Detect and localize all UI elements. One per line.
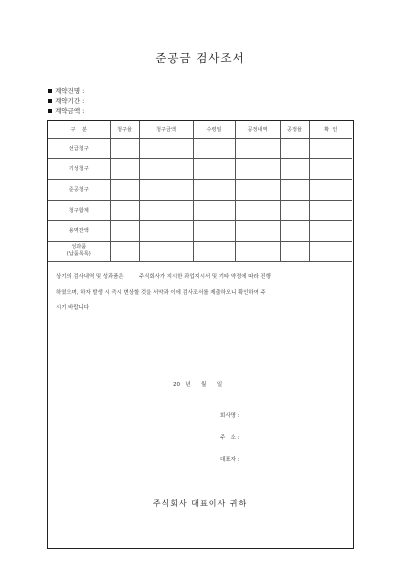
table-row — [48, 158, 352, 179]
header-progress-details: 공정내역 — [235, 121, 280, 138]
table-row — [48, 200, 352, 220]
header-progress-rate: 공정율 — [280, 121, 309, 138]
contract-name — [48, 87, 84, 95]
date-field[interactable]: 20 년 월 일 — [173, 382, 223, 388]
table-cell[interactable] — [280, 138, 309, 158]
table-cell[interactable] — [139, 241, 193, 261]
declaration-text — [56, 270, 346, 317]
contract-amount — [48, 107, 84, 115]
row-label: 성과품 (납품목록) — [48, 241, 110, 261]
table-cell[interactable] — [235, 158, 280, 179]
table-cell[interactable] — [280, 200, 309, 220]
contract-amount-label: 계약금액 : — [55, 107, 85, 115]
header-category: 구 분 — [48, 121, 110, 138]
header-claim-rate: 청구율 — [110, 121, 139, 138]
header-receipt-date: 수령일 — [193, 121, 235, 138]
table-cell[interactable] — [309, 179, 352, 200]
company-name-field[interactable]: 회사명 : — [220, 413, 240, 419]
table-cell[interactable] — [110, 200, 139, 220]
table-cell[interactable] — [235, 138, 280, 158]
inspection-form — [47, 120, 354, 549]
payment-table — [48, 121, 352, 262]
bullet-square-icon — [48, 109, 52, 113]
table-cell[interactable] — [139, 158, 193, 179]
contract-period — [48, 97, 84, 105]
table-cell[interactable] — [235, 200, 280, 220]
table-cell[interactable] — [280, 220, 309, 241]
header-confirm: 확 인 — [309, 121, 352, 138]
table-cell[interactable] — [110, 179, 139, 200]
declaration-line: 하였으며, 하자 발생 시 즉시 변상할 것을 서약과 이에 검사조서를 제출하오니 확인하여 주 — [56, 289, 266, 296]
table-row — [48, 179, 352, 200]
bullet-square-icon — [48, 89, 52, 93]
row-label: 준공청구 — [48, 179, 110, 200]
closing-addressee: 주식회사 대표이사 귀하 — [152, 499, 248, 508]
table-cell[interactable] — [309, 220, 352, 241]
row-label: 청구합계 — [48, 200, 110, 220]
table-cell[interactable] — [309, 138, 352, 158]
table-cell[interactable] — [139, 179, 193, 200]
row-label: 선급청구 — [48, 138, 110, 158]
ceo-field[interactable]: 대표자 : — [220, 457, 240, 463]
row-label: 기성청구 — [48, 158, 110, 179]
table-cell[interactable] — [235, 220, 280, 241]
table-cell[interactable] — [193, 241, 235, 261]
table-cell[interactable] — [110, 220, 139, 241]
table-row — [48, 138, 352, 158]
table-cell[interactable] — [110, 241, 139, 261]
table-cell[interactable] — [193, 158, 235, 179]
table-cell[interactable] — [139, 138, 193, 158]
table-cell[interactable] — [309, 158, 352, 179]
table-cell[interactable] — [110, 158, 139, 179]
address-field[interactable]: 주 소 : — [220, 435, 240, 441]
table-cell[interactable] — [139, 200, 193, 220]
table-cell[interactable] — [193, 179, 235, 200]
contract-name-label: 계약건명 : — [55, 87, 85, 95]
table-row — [48, 220, 352, 241]
table-cell[interactable] — [193, 220, 235, 241]
declaration-line: 시기 바랍니다 — [56, 305, 89, 311]
contract-period-label: 계약기간 : — [55, 97, 85, 105]
table-cell[interactable] — [193, 138, 235, 158]
table-cell[interactable] — [309, 200, 352, 220]
bullet-square-icon — [48, 99, 52, 103]
row-label: 용역잔액 — [48, 220, 110, 241]
declaration-line: 상기의 검사내역 및 성과품은 주식회사가 지시한 과업지시서 및 기타 약정에 따라 진행 — [56, 274, 271, 280]
table-cell[interactable] — [280, 179, 309, 200]
table-row — [48, 241, 352, 261]
header-claim-amount: 청구금액 — [139, 121, 193, 138]
table-cell[interactable] — [280, 158, 309, 179]
page-title: 준공금 검사조서 — [155, 51, 245, 65]
table-cell[interactable] — [193, 200, 235, 220]
table-cell[interactable] — [309, 241, 352, 261]
table-cell[interactable] — [235, 179, 280, 200]
table-cell[interactable] — [235, 241, 280, 261]
table-cell[interactable] — [139, 220, 193, 241]
table-cell[interactable] — [280, 241, 309, 261]
table-cell[interactable] — [110, 138, 139, 158]
table-header-row — [48, 121, 352, 138]
